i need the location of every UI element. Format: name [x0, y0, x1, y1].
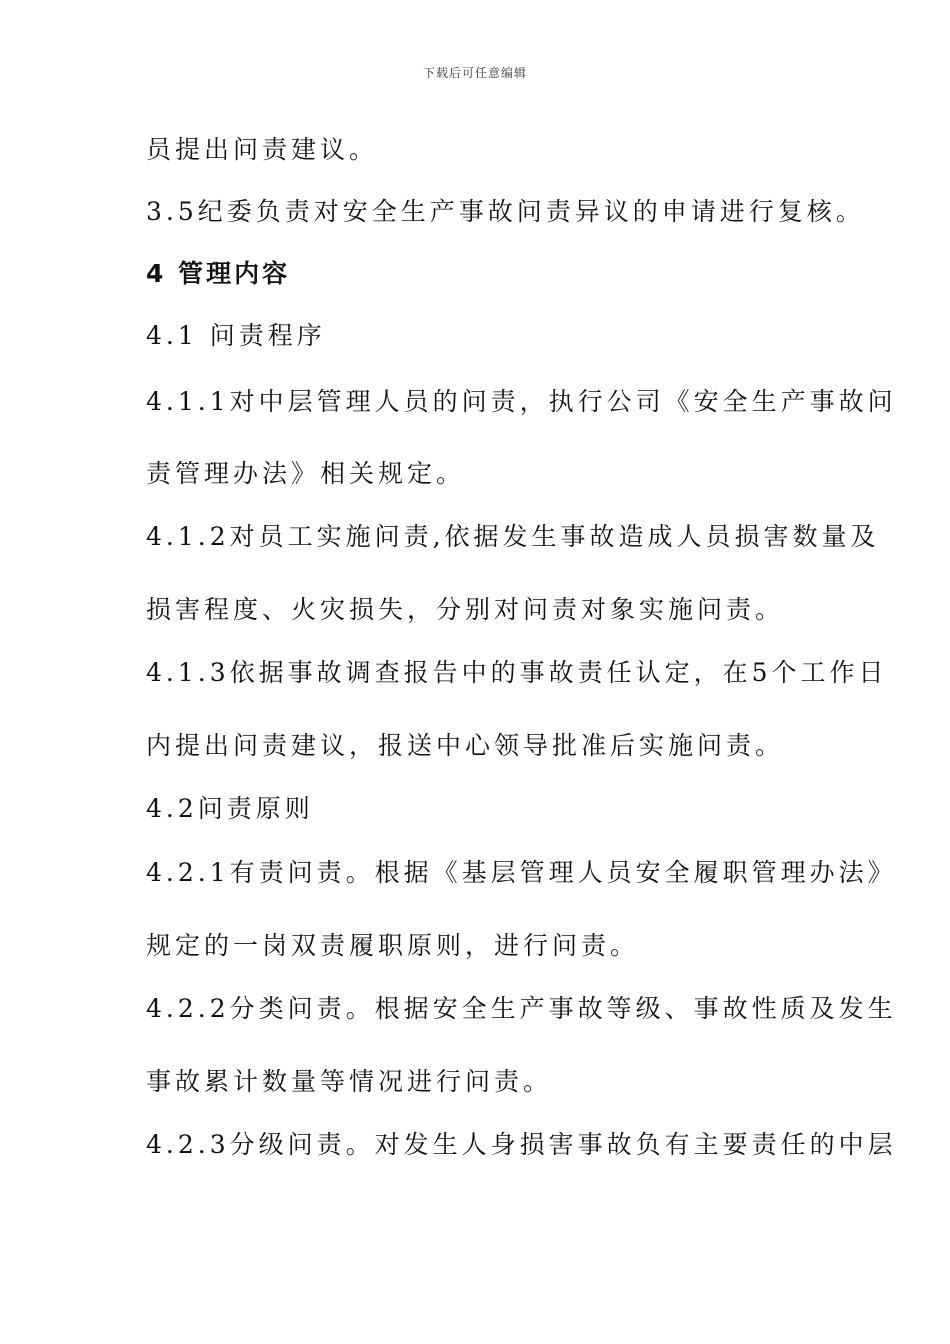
body-line: 损害程度、火灾损失，分别对问责对象实施问责。: [146, 595, 785, 624]
body-line: 规定的一岗双责履职原则，进行问责。: [146, 931, 640, 960]
subsection-heading: 4.2问责原则: [146, 794, 314, 823]
body-line: 4.2.1有责问责。根据《基层管理人员安全履职管理办法》: [146, 858, 897, 887]
body-line: 4.2.2分类问责。根据安全生产事故等级、事故性质及发生: [146, 994, 897, 1023]
body-line: 4.1.3依据事故调查报告中的事故责任认定，在5个工作日: [146, 658, 888, 687]
body-line: 事故累计数量等情况进行问责。: [146, 1067, 553, 1096]
body-line: 内提出问责建议，报送中心领导批准后实施问责。: [146, 731, 785, 760]
body-line: 4.1.2对员工实施问责,依据发生事故造成人员损害数量及: [146, 522, 880, 551]
body-line: 员提出问责建议。: [146, 135, 379, 164]
page-header-note: 下载后可任意编辑: [422, 66, 527, 80]
section-heading: 4 管理内容: [146, 259, 291, 288]
body-line: 3.5纪委负责对安全生产事故问责异议的申请进行复核。: [146, 197, 865, 226]
body-line: 4.2.3分级问责。对发生人身损害事故负有主要责任的中层: [146, 1130, 897, 1159]
subsection-heading: 4.1 问责程序: [146, 321, 326, 350]
body-line: 4.1.1对中层管理人员的问责，执行公司《安全生产事故问: [146, 387, 897, 416]
body-line: 责管理办法》相关规定。: [146, 459, 466, 488]
